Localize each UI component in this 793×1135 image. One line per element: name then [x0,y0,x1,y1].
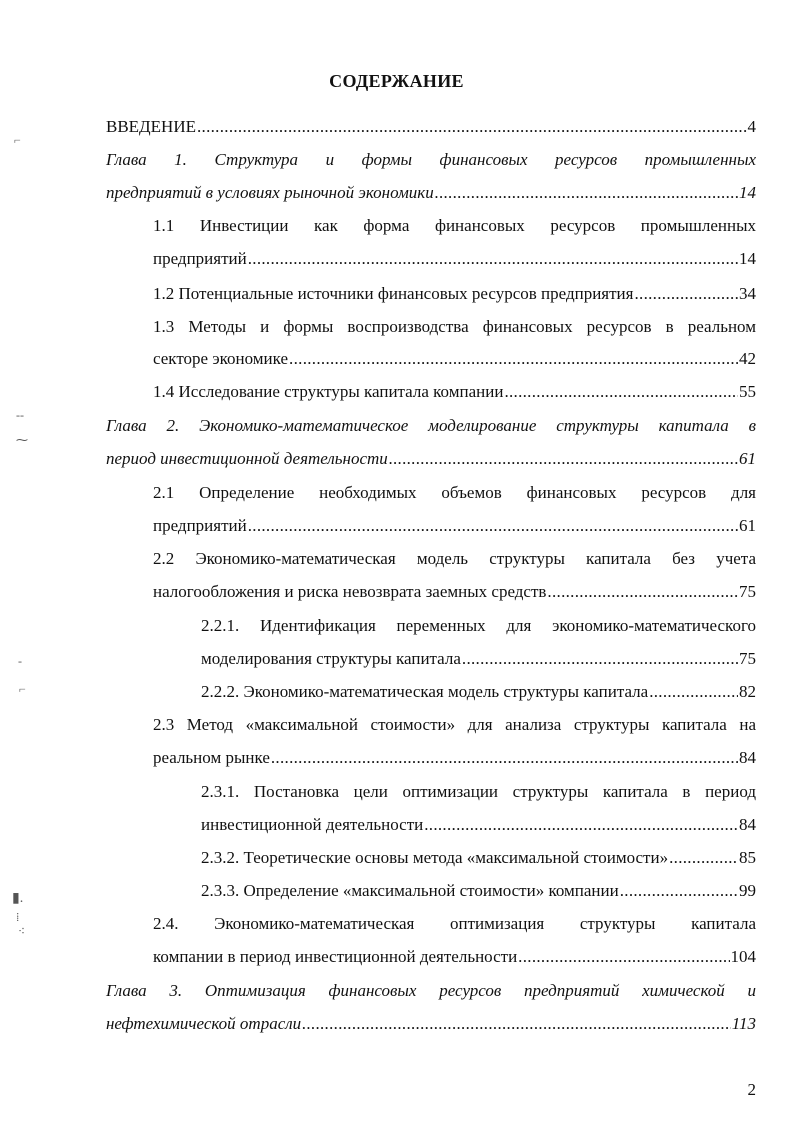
toc-page-number: 14 [739,183,756,202]
toc-section-2-2[interactable] [153,580,756,604]
toc-entry-text: период инвестиционной деятельности [106,449,388,468]
toc-subsection-2-3-2[interactable] [201,846,756,870]
page-title: СОДЕРЖАНИЕ [329,71,464,91]
toc-entry-text: предприятий в условиях рыночной экономики [106,183,434,202]
toc-entry-text: секторе экономике [153,349,289,368]
toc-entry-introduction[interactable] [106,115,756,139]
scan-mark: ⌐ [19,682,26,696]
toc-subsection-2-2-1[interactable] [201,647,756,671]
toc-page-number: 104 [730,947,756,966]
toc-section-2-1[interactable] [153,514,756,538]
toc-page-number: 85 [739,848,756,867]
toc-section-1-2[interactable] [153,282,756,306]
toc-page-number: 4 [747,117,756,136]
toc-entry-text: компании в период инвестиционной деятельности [153,947,518,966]
toc-page-number: 84 [739,815,756,834]
toc-chapter-1[interactable] [106,181,756,205]
toc-chapter-2-line1[interactable]: Глава 2. Экономико-математическое моделирование структуры капитала в [106,416,756,435]
page-number: 2 [747,1080,756,1099]
toc-chapter-1-line1[interactable]: Глава 1. Структура и формы финансовых ресурсов промышленных [106,150,756,169]
toc-page-number: 14 [739,249,756,268]
toc-page-number: 82 [739,682,756,701]
toc-entry-text: 1.2 Потенциальные источники финансовых ресурсов предприятия [153,284,634,303]
toc-page-number: 75 [739,649,756,668]
toc-section-1-3[interactable] [153,347,756,371]
toc-section-2-2-line1[interactable]: 2.2 Экономико-математическая модель структуры капитала без учета [153,549,756,568]
toc-subsection-2-2-1-line1[interactable]: 2.2.1. Идентификация переменных для экономико-математического [201,616,756,635]
scan-mark: -‐ [16,408,24,422]
toc-section-1-1[interactable] [153,247,756,271]
toc-page-number: 55 [739,382,756,401]
toc-subsection-2-2-2[interactable] [201,680,756,704]
toc-entry-text: нефтехимической отрасли [106,1014,302,1033]
toc-section-2-3[interactable] [153,746,756,770]
toc-page-number: 84 [739,748,756,767]
toc-entry-text: реальном рынке [153,748,270,767]
toc-page-number: 113 [731,1014,756,1033]
toc-entry-text: 2.2.2. Экономико-математическая модель структуры капитала [201,682,649,701]
scan-mark: ⌐ [14,133,21,147]
toc-chapter-3[interactable] [106,1012,756,1036]
toc-section-1-3-line1[interactable]: 1.3 Методы и формы воспроизводства финансовых ресурсов в реальном [153,317,756,336]
scan-mark: ⁓ [16,433,28,447]
toc-page-number: 61 [739,516,756,535]
toc-entry-text: 2.3.3. Определение «максимальной стоимости» компании [201,881,619,900]
toc-entry-text: инвестиционной деятельности [201,815,424,834]
scan-mark: ⁖ [18,924,26,938]
toc-entry-text: 1.4 Исследование структуры капитала компании [153,382,504,401]
toc-section-2-1-line1[interactable]: 2.1 Определение необходимых объемов финансовых ресурсов для [153,483,756,502]
toc-page-number: 42 [739,349,756,368]
scan-mark: - [18,654,22,668]
toc-page-number: 75 [739,582,756,601]
scan-mark: ▮. [12,891,24,906]
toc-section-2-4[interactable] [153,945,756,969]
toc-entry-text: предприятий [153,516,247,535]
toc-chapter-2[interactable] [106,447,756,471]
toc-chapter-3-line1[interactable]: Глава 3. Оптимизация финансовых ресурсов предприятий химической и [106,981,756,1000]
toc-subsection-2-3-1-line1[interactable]: 2.3.1. Постановка цели оптимизации структуры капитала в период [201,782,756,801]
toc-entry-text: предприятий [153,249,247,268]
toc-section-1-1-line1[interactable]: 1.1 Инвестиции как форма финансовых ресурсов промышленных [153,216,756,235]
toc-entry-text: 2.3.2. Теоретические основы метода «максимальной стоимости» [201,848,669,867]
toc-section-2-3-line1[interactable]: 2.3 Метод «максимальной стоимости» для анализа структуры капитала на [153,715,756,734]
toc-page-number: 34 [739,284,756,303]
toc-entry-text: ВВЕДЕНИЕ [106,117,196,136]
toc-subsection-2-3-1[interactable] [201,813,756,837]
toc-section-2-4-line1[interactable]: 2.4. Экономико-математическая оптимизация структуры капитала [153,914,756,933]
toc-page-number: 99 [739,881,756,900]
toc-subsection-2-3-3[interactable] [201,879,756,903]
toc-entry-text: моделирования структуры капитала [201,649,461,668]
toc-section-1-4[interactable] [153,380,756,404]
toc-entry-text: налогообложения и риска невозврата заемных средств [153,582,547,601]
scan-mark: ⁞ [16,910,20,924]
toc-page-number: 61 [739,449,756,468]
